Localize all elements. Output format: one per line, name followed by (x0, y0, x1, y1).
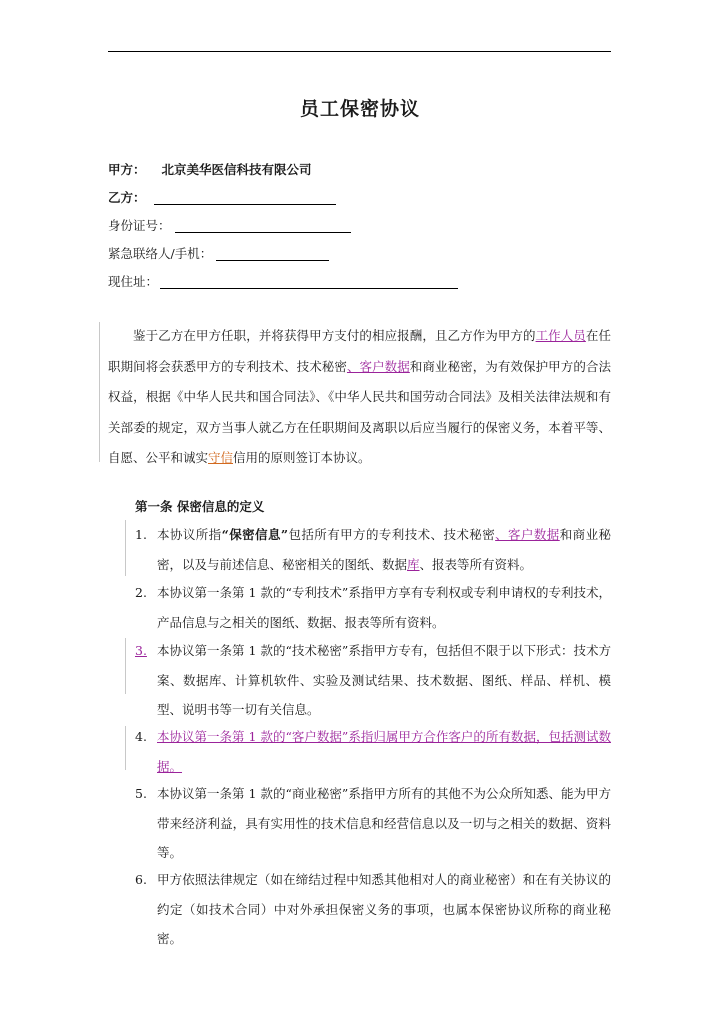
tracked-change-customer-data[interactable]: 、客户数据 (346, 358, 410, 374)
item-number: 6. (135, 872, 147, 887)
id-number-blank[interactable] (175, 218, 351, 233)
item-text: 本协议所指 (157, 527, 222, 542)
item-text[interactable]: 本协议第一条第 1 款的“客户数据”系指归属甲方合作客户的所有数据，包括测试数据。 (157, 729, 611, 774)
item-text: 本协议第一条第 1 款的“技术秘密”系指甲方专有，包括但不限于以下形式：技术方案、数据库、计算机软件、实验及测试结果、技术数据、图纸、样品、样机、模型、说明书等一切有关信息。 (157, 643, 611, 717)
item-number: 1. (135, 527, 147, 542)
section-1-heading: 第一条 保密信息的定义 (135, 499, 265, 514)
list-item (135, 865, 611, 954)
preamble-text: 和商业秘密，为有效保护甲方的合法权益，根据《中华人民共和国合同法》、《中华人民共和国劳动合同法》及相关法律法规和有关部委的规定，双方当事人就乙方在任职期间及离职以后应当履行的保密义务，本着平等、自愿、公平和诚实 (108, 358, 611, 465)
address-line (108, 272, 458, 290)
document-title: 员工保密协议 (299, 98, 420, 120)
tracked-change-staff[interactable]: 工作人员 (535, 328, 586, 343)
item-text: 包括所有甲方的专利技术、技术秘密 (288, 527, 496, 542)
list-item (135, 520, 611, 579)
item-text: 本协议第一条第 1 款的“商业秘密”系指甲方所有的其他不为公众所知悉、能为甲方带来经济利益，具有实用性的技术信息和经营信息以及一切与之相关的数据、资料等。 (157, 786, 611, 860)
revision-mark (125, 638, 126, 694)
party-b-blank[interactable] (154, 190, 336, 205)
item-number: 2. (135, 585, 147, 600)
preamble-text: 鉴于乙方在甲方任职，并将获得甲方支付的相应报酬，且乙方作为甲方的 (133, 328, 536, 343)
header-rule (108, 51, 611, 52)
tracked-change-trust[interactable]: 守信 (208, 450, 234, 465)
list-item-tracked-insertion (135, 722, 611, 781)
tracked-change-database[interactable]: 库 (407, 556, 420, 572)
item-number[interactable]: 3. (135, 643, 147, 658)
party-b-line (108, 188, 336, 206)
item-text: 和商业秘密，以及与前述信息、秘密相关的图纸、数据 (157, 527, 611, 572)
address-blank[interactable] (160, 274, 458, 289)
id-number-label: 身份证号： (108, 218, 171, 233)
emergency-contact-label: 紧急联络人/手机： (108, 246, 213, 261)
preamble-text: 在任职期间将会获悉甲方的专利技术、技术秘密 (108, 328, 611, 374)
emergency-contact-blank[interactable] (216, 246, 329, 261)
party-a-label: 甲方： (108, 162, 146, 177)
item-term: “保密信息” (221, 527, 289, 542)
preamble-text: 信用的原则签订本协议。 (233, 450, 371, 465)
revision-mark (125, 726, 126, 770)
party-b-label: 乙方： (108, 190, 146, 205)
address-label: 现住址： (108, 274, 159, 289)
list-item (135, 636, 611, 725)
preamble-paragraph (108, 321, 611, 474)
list-item (135, 578, 611, 637)
emergency-contact-line (108, 244, 329, 262)
item-text: 本协议第一条第 1 款的“专利技术”系指甲方享有专利权或专利申请权的专利技术，产品信息与之相关的图纸、数据、报表等所有资料。 (157, 585, 611, 630)
tracked-change-customer-data[interactable]: 、客户数据 (495, 527, 560, 542)
party-a-value: 北京美华医信科技有限公司 (161, 162, 312, 177)
party-a-line (108, 160, 312, 178)
revision-mark (125, 520, 126, 576)
item-number: 5. (135, 786, 147, 801)
id-number-line (108, 216, 351, 234)
revision-mark (99, 322, 100, 462)
list-item (135, 779, 611, 868)
item-number: 4. (135, 729, 147, 744)
item-text: 甲方依照法律规定（如在缔结过程中知悉其他相对人的商业秘密）和在有关协议的约定（如技术合同）中对外承担保密义务的事项，也属本保密协议所称的商业秘密。 (157, 872, 611, 946)
item-text: 、报表等所有资料。 (419, 556, 533, 572)
